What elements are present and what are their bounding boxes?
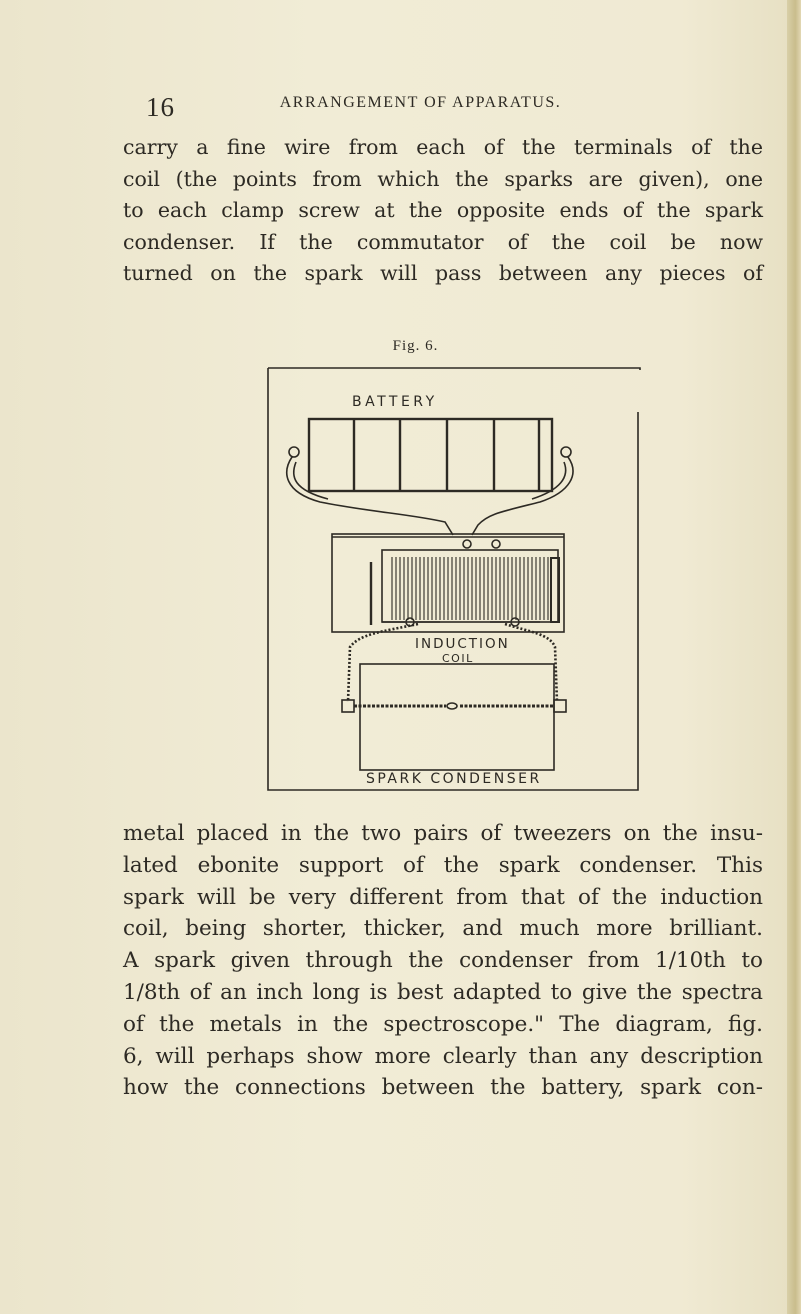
text-line: A spark given through the condenser from 1/10th to <box>123 948 763 974</box>
spark-gap <box>447 703 457 709</box>
paragraph-bottom <box>123 818 763 1104</box>
text-line: turned on the spark will pass between any pieces of <box>123 261 763 285</box>
text-line: condenser. If the commutator of the coil be now <box>123 229 763 254</box>
text-line: 6, will perhaps show more clearly than any description <box>123 1043 763 1069</box>
battery-terminal-left <box>289 447 299 457</box>
frame-top <box>268 368 640 370</box>
coil-post-left <box>463 540 471 548</box>
label-coil: COIL <box>442 652 474 665</box>
text-line: of the metals in the spectroscope." The diagram, fig. <box>123 1011 763 1037</box>
label-battery: BATTERY <box>352 394 438 410</box>
text-line: coil, being shorter, thicker, and much more brilliant. <box>123 916 763 942</box>
label-spark-condenser: SPARK CONDENSER <box>366 771 542 787</box>
coil-windings <box>392 557 548 620</box>
text-line: to each clamp screw at the opposite ends of the spark <box>123 198 763 222</box>
text-line: carry a fine wire from each of the terminals of the <box>123 135 763 159</box>
figure-6-diagram <box>260 362 650 796</box>
page-edge <box>787 0 801 1314</box>
paragraph-top <box>123 132 763 290</box>
figure-caption: Fig. 6. <box>392 338 439 354</box>
battery-terminal-right <box>561 447 571 457</box>
text-line: spark will be very different from that of the induction <box>123 884 763 910</box>
page-number: 16 <box>146 92 175 122</box>
spark-condenser-box <box>360 664 554 770</box>
frame-sides <box>268 368 638 790</box>
text-line: 1/8th of an inch long is best adapted to give the spectra <box>123 979 763 1005</box>
text-line: coil (the points from which the sparks are given), one <box>123 166 763 191</box>
wire-coil-right <box>505 624 557 702</box>
text-line: how the connections between the battery, spark con- <box>123 1075 763 1101</box>
wire-coil-left <box>348 624 418 702</box>
wire-right <box>472 457 573 535</box>
clamp-left <box>342 700 354 712</box>
clamp-right <box>554 700 566 712</box>
text-line: metal placed in the two pairs of tweezers on the insu- <box>123 821 763 846</box>
coil-post-right <box>492 540 500 548</box>
label-induction: INDUCTION <box>415 636 510 652</box>
running-title: ARRANGEMENT OF APPARATUS. <box>279 94 562 111</box>
wire-left <box>287 457 453 535</box>
battery-box <box>309 419 552 491</box>
text-line: lated ebonite support of the spark condenser. This <box>123 852 763 878</box>
